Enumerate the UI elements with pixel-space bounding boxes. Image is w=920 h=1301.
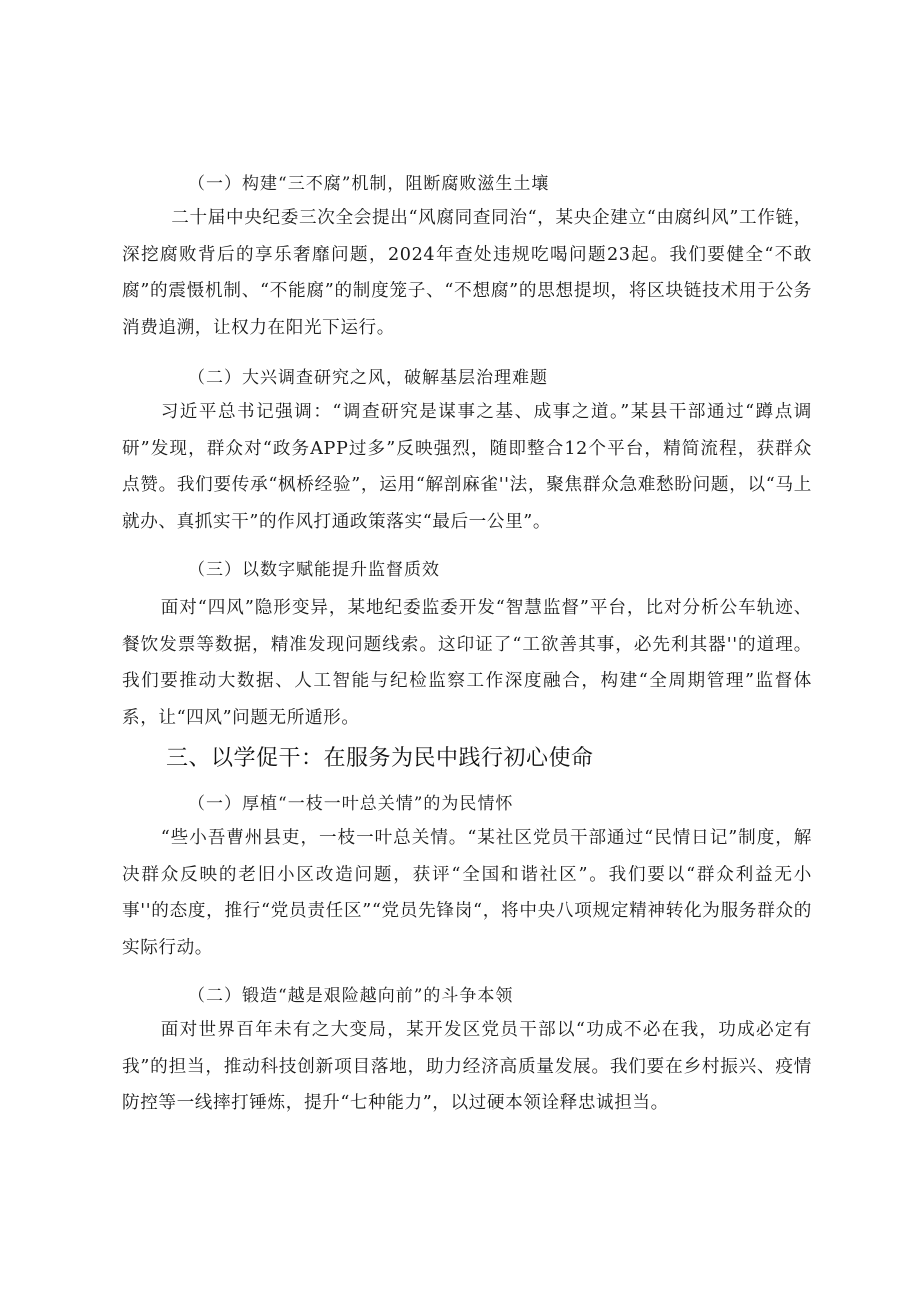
paragraph-2-3: 面对“四风”隐形变异，某地纪委监委开发“智慧监督”平台，比对分析公车轨迹、餐饮发票等数据，精准发现问题线索。这印证了“工欲善其事，必先利其器''的道理。我们要推动大数据、人工智能与纪检监察工作深度融合，构建“全周期管理”监督体系，让“四风”问题无所遁形。 <box>122 598 812 728</box>
subsection-heading-2-3: （三）以数字赋能提升监督质效 <box>188 560 440 580</box>
paragraph-2-2: 习近平总书记强调：“调查研究是谋事之基、成事之道。”某县干部通过“蹲点调研”发现，群众对“政务APP过多”反映强烈，随即整合12个平台，精简流程，获群众点赞。我们要传承“枫桥经验”，运用“解剖麻雀''法，聚焦群众急难愁盼问题，以“马上就办、真抓实干”的作风打通政策落实“最后一公里”。 <box>122 402 812 532</box>
subsection-heading-3-2: （二）锻造“越是艰险越向前”的斗争本领 <box>188 986 514 1006</box>
section-title-3: 三、以学促干：在服务为民中践行初心使命 <box>166 746 594 771</box>
paragraph-3-1: “些小吾曹州县吏，一枝一叶总关情。“某社区党员干部通过“民情日记”制度，解决群众反映的老旧小区改造问题，获评“全国和谐社区”。我们要以“群众利益无小事''的态度，推行“党员责任区”“党员先锋岗“，将中央八项规定精神转化为服务群众的实际行动。 <box>122 828 812 958</box>
subsection-heading-2-2: （二）大兴调查研究之风，破解基层治理难题 <box>188 368 548 388</box>
subsection-heading-3-1: （一）厚植“一枝一叶总关情”的为民情怀 <box>188 794 514 814</box>
paragraph-2-1: 二十届中央纪委三次全会提出“风腐同查同治“，某央企建立“由腐纠风”工作链，深挖腐败背后的享乐奢靡问题，2024年查处违规吃喝问题23起。我们要健全“不敢腐”的震慑机制、“不能腐”的制度笼子、“不想腐”的思想提坝，将区块链技术用于公务消费追溯，让权力在阳光下运行。 <box>122 208 812 338</box>
subsection-heading-2-1: （一）构建“三不腐”机制，阻断腐败滋生土壤 <box>188 174 550 194</box>
paragraph-3-2: 面对世界百年未有之大变局，某开发区党员干部以“功成不必在我，功成必定有我”的担当，推动科技创新项目落地，助力经济高质量发展。我们要在乡村振兴、疫情防控等一线摔打锤炼，提升“七种能力”，以过硬本领诠释忠诚担当。 <box>122 1020 812 1113</box>
